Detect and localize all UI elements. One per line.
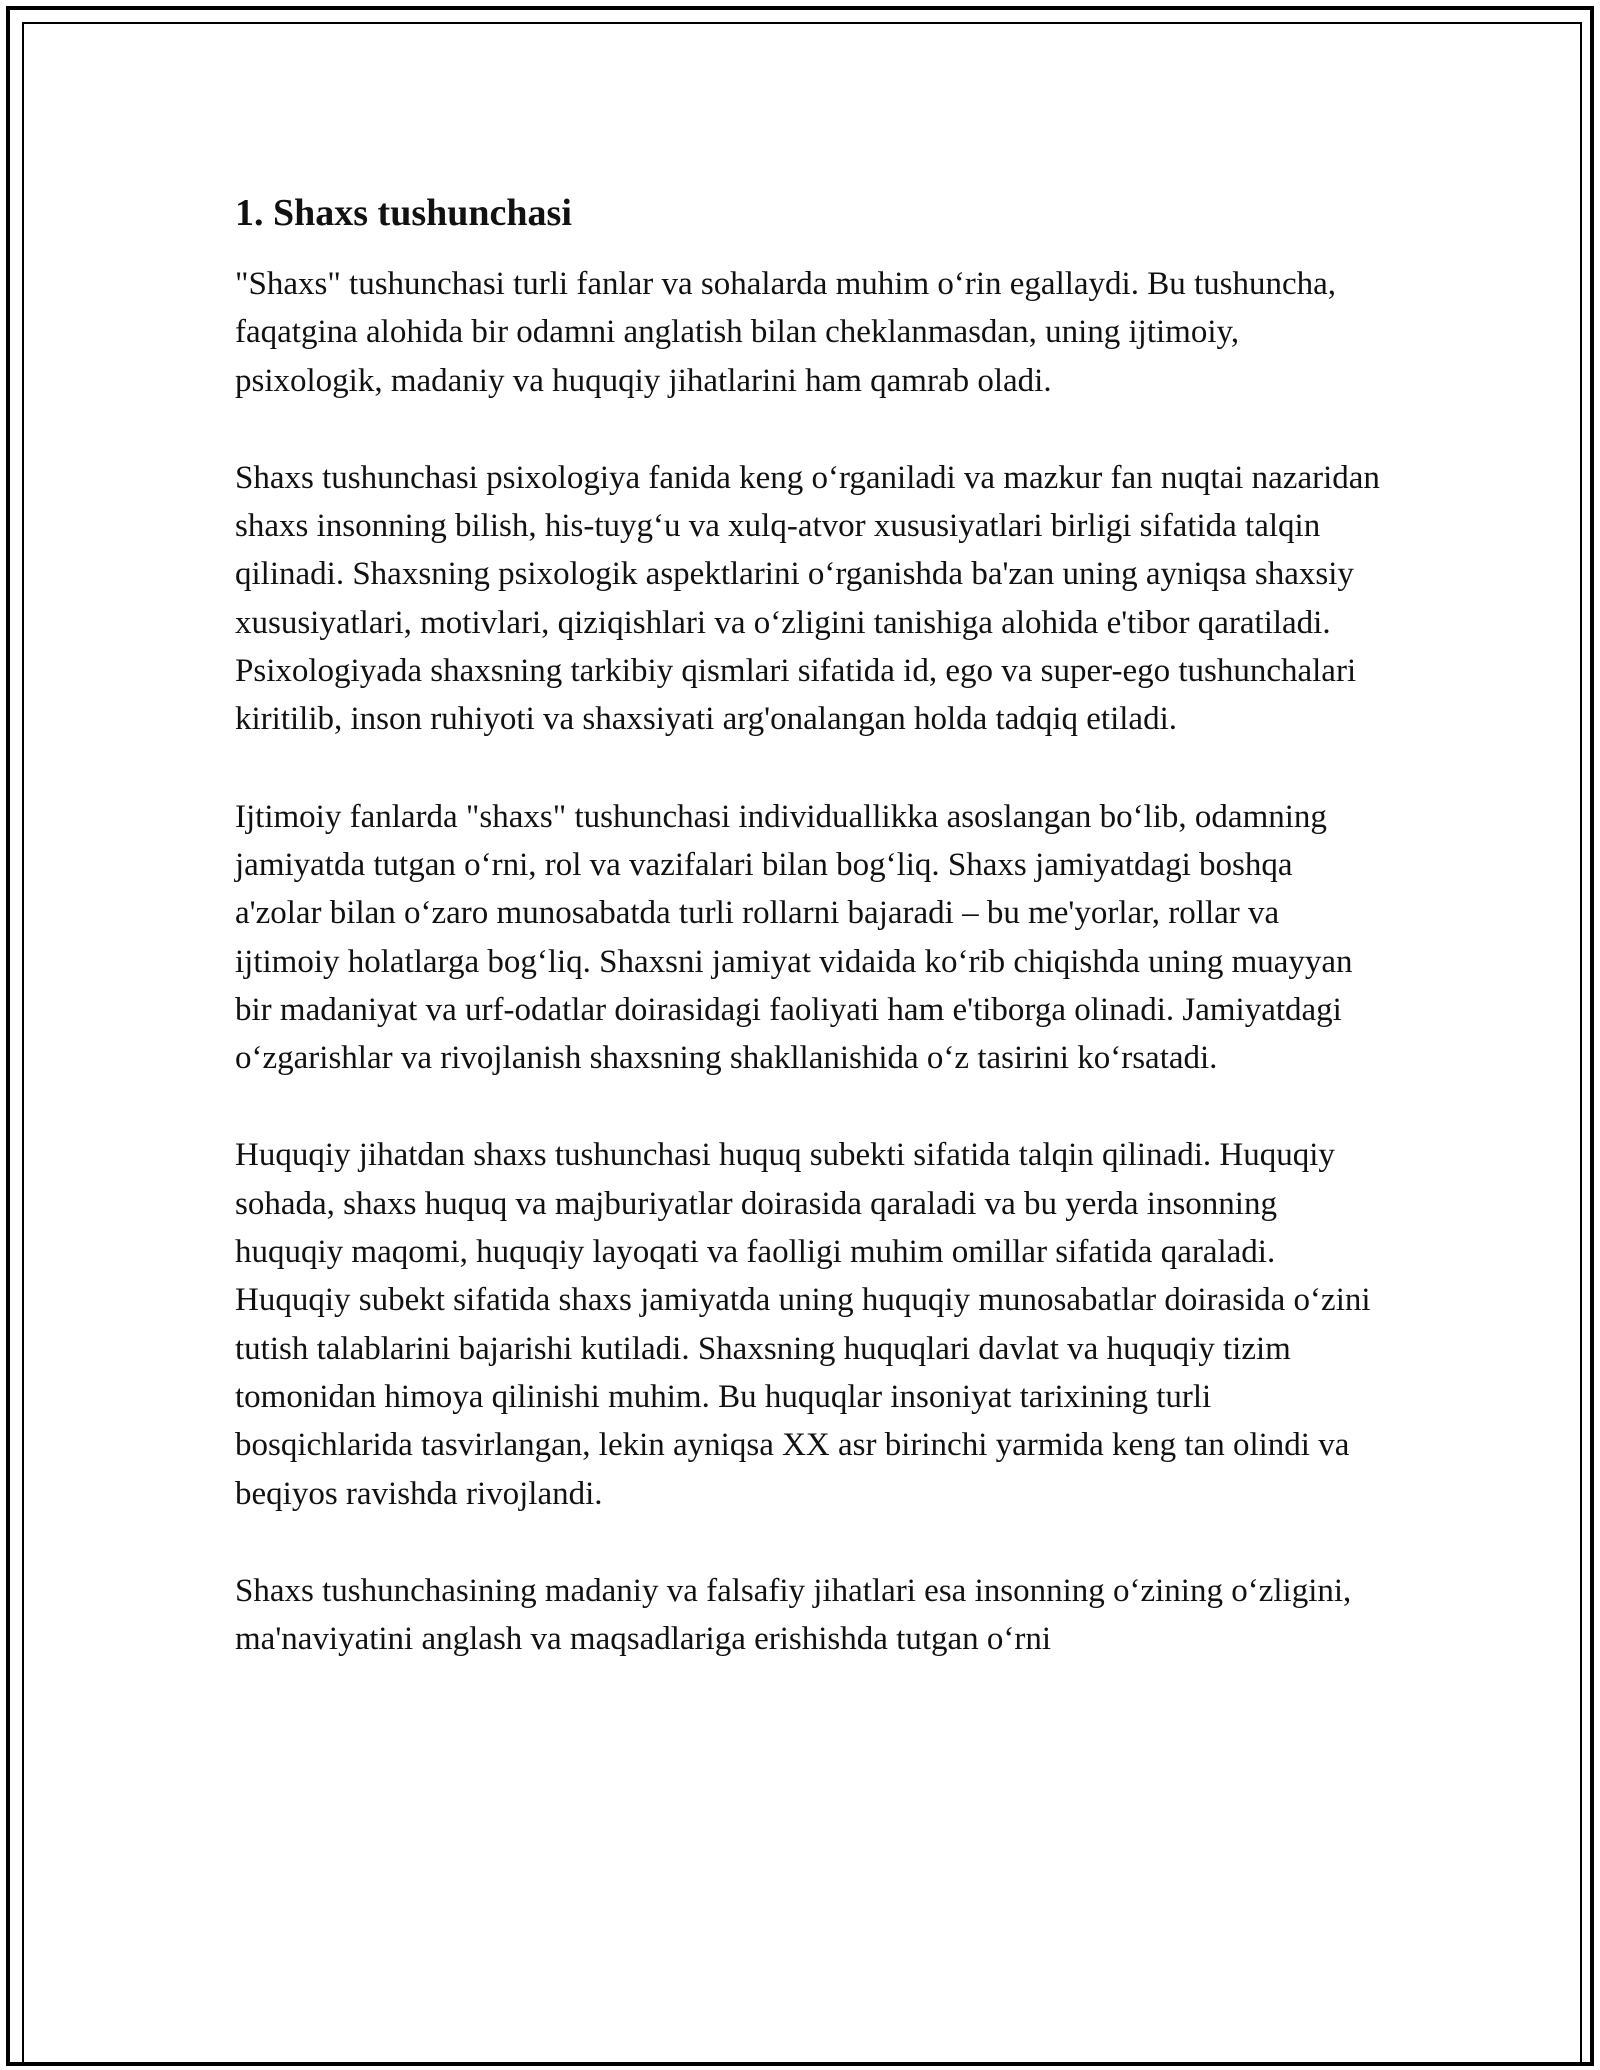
paragraph-intro: "Shaxs" tushunchasi turli fanlar va sohalarda muhim o‘rin egallaydi. Bu tushuncha, faqatgina alohida bir odamni anglatish bilan cheklanmasdan, uning ijtimoiy, psixologik, madaniy va huquqiy jihatlarini ham qamrab oladi. xyxy=(235,266,1337,399)
section-heading: 1. Shaxs tushunchasi xyxy=(235,192,572,234)
paragraph-legal: Huquqiy jihatdan shaxs tushunchasi huquq subekti sifatida talqin qilinadi. Huquqiy sohada, shaxs huquq va majburiyatlar doirasida qaraladi va bu yerda insonning huquqiy maqomi, huquqiy layoqati va faolligi muhim omillar sifatida qaraladi. Huquqiy subekt sifatida shaxs jamiyatda uning huquqiy munosabatlar doirasida o‘zini tutish talablarini bajarishi kutiladi. Shaxsning huquqlari davlat va huquqiy tizim tomonidan himoya qilinishi muhim. Bu huquqlar insoniyat tarixining turli bosqichlarida tasvirlangan, lekin ayniqsa XX asr birinchi yarmida keng tan olindi va beqiyos ravishda rivojlandi. xyxy=(235,1137,1371,1512)
paragraph-cultural: Shaxs tushunchasining madaniy va falsafiy jihatlari esa insonning o‘zining o‘zligini, ma'naviyatini anglash va maqsadlariga erishishda tutgan o‘rni xyxy=(235,1572,1352,1658)
paragraph-social: Ijtimoiy fanlarda "shaxs" tushunchasi individuallikka asoslangan bo‘lib, odamning jamiyatda tutgan o‘rni, rol va vazifalari bilan bog‘liq. Shaxs jamiyatdagi boshqa a'zolar bilan o‘zaro munosabatda turli rollarni bajaradi – bu me'yorlar, rollar va ijtimoiy holatlarga bog‘liq. Shaxsni jamiyat vidaida ko‘rib chiqishda uning muayyan bir madaniyat va urf-odatlar doirasidagi faoliyati ham e'tiborga olinadi. Jamiyatdagi o‘zgarishlar va rivojlanish shaxsning shakllanishida o‘z tasirini ko‘rsatadi. xyxy=(235,798,1353,1077)
paragraph-psychology: Shaxs tushunchasi psixologiya fanida keng o‘rganiladi va mazkur fan nuqtai nazaridan shaxs insonning bilish, his-tuyg‘u va xulq-atvor xususiyatlari birligi sifatida talqin qilinadi. Shaxsning psixologik aspektlarini o‘rganishda ba'zan uning ayniqsa shaxsiy xususiyatlari, motivlari, qiziqishlari va o‘zligini tanishiga alohida e'tibor qaratiladi. Psixologiyada shaxsning tarkibiy qismlari sifatida id, ego va super-ego tushunchalari kiritilib, inson ruhiyoti va shaxsiyati arg'onalangan holda tadqiq etiladi. xyxy=(235,459,1380,738)
document-body xyxy=(235,188,1385,1712)
